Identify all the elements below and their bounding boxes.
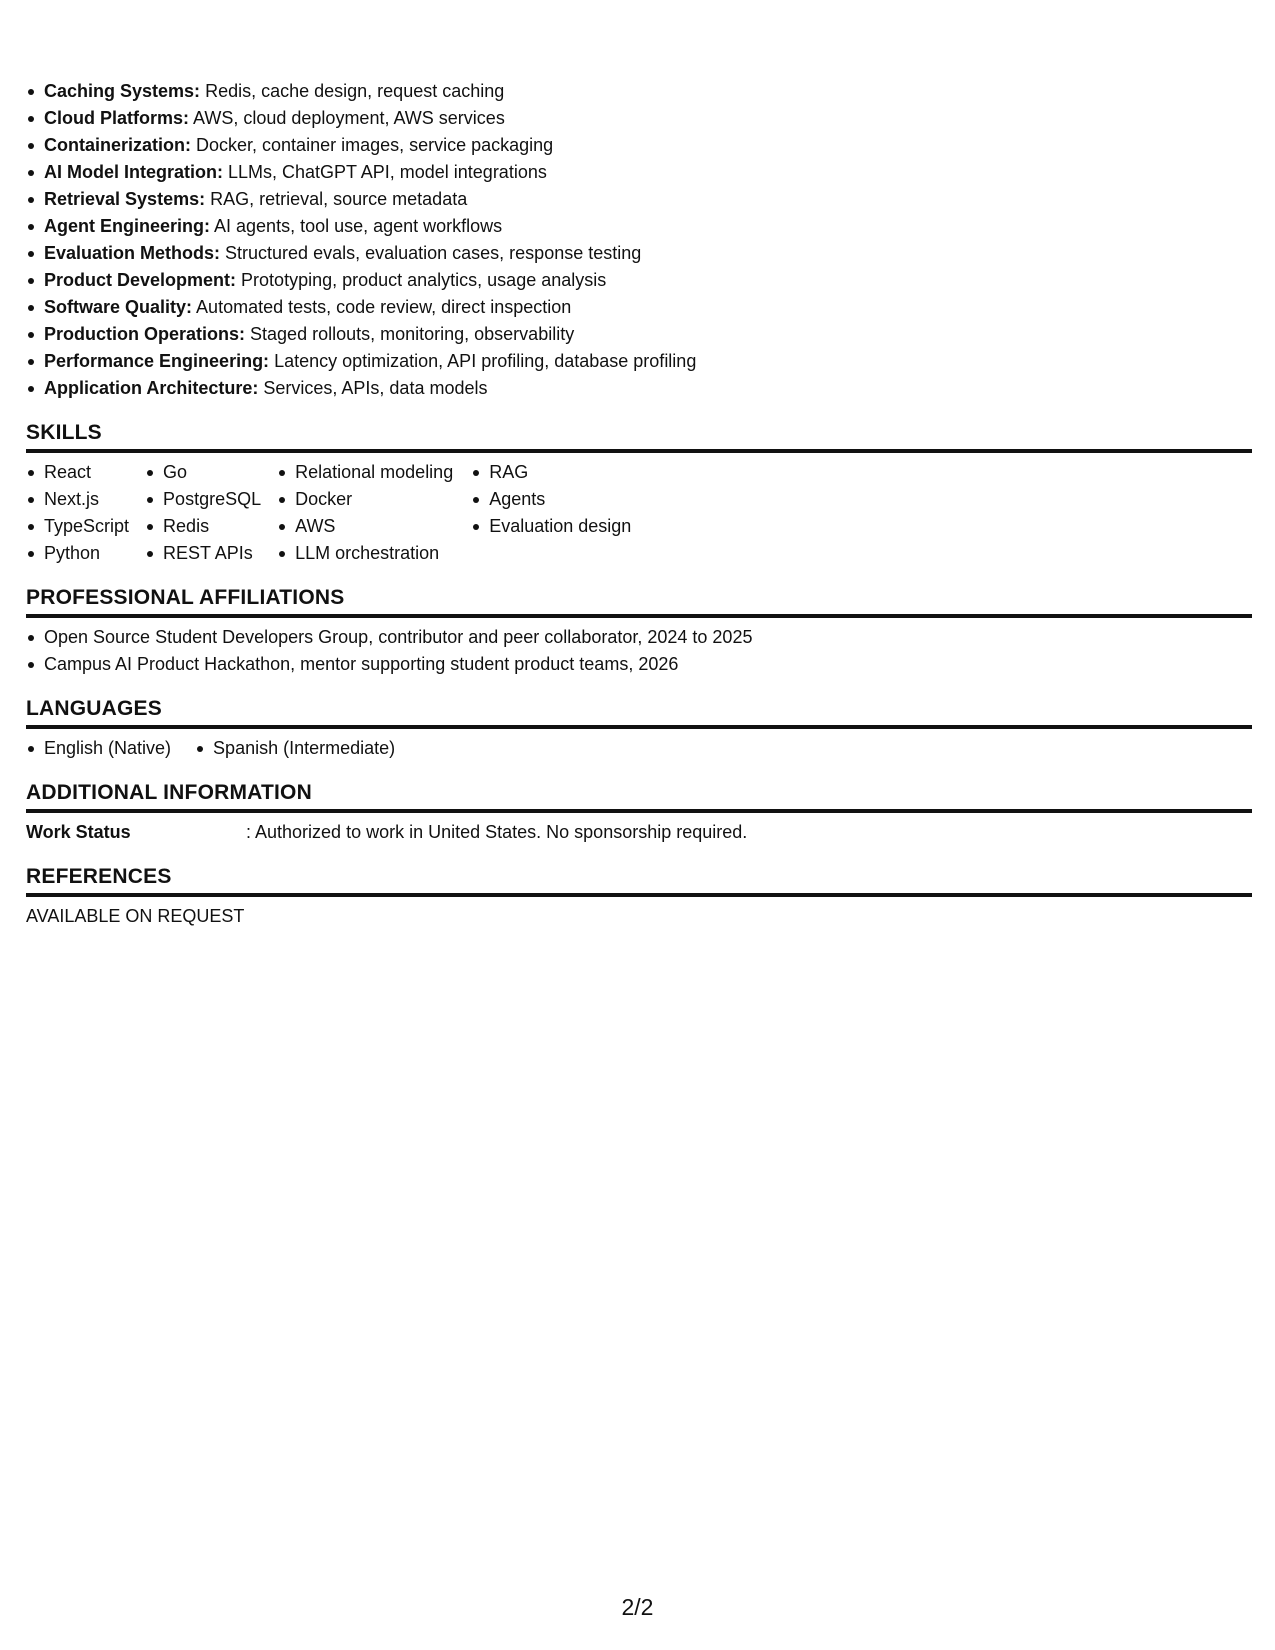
list-item: TypeScript	[26, 513, 129, 540]
list-item: Redis	[145, 513, 261, 540]
skills-column	[277, 459, 453, 567]
competency-detail: RAG, retrieval, source metadata	[210, 189, 468, 209]
competency-detail: AI agents, tool use, agent workflows	[214, 216, 503, 236]
list-item	[26, 294, 1252, 321]
competency-term: Application Architecture:	[44, 378, 259, 398]
references-text: AVAILABLE ON REQUEST	[26, 906, 245, 926]
competency-detail: LLMs, ChatGPT API, model integrations	[228, 162, 547, 182]
competency-term: Cloud Platforms:	[44, 108, 190, 128]
additional-info-heading: ADDITIONAL INFORMATION	[26, 780, 1252, 813]
skills-column	[145, 459, 261, 567]
references-heading: REFERENCES	[26, 864, 1252, 897]
list-item	[26, 186, 1252, 213]
competency-detail: Services, APIs, data models	[263, 378, 488, 398]
competency-detail: Structured evals, evaluation cases, response testing	[225, 243, 642, 263]
competency-term: Caching Systems:	[44, 81, 201, 101]
list-item: Open Source Student Developers Group, contributor and peer collaborator, 2024 to 2025	[26, 624, 1252, 651]
competency-detail: Automated tests, code review, direct inspection	[196, 297, 572, 317]
competency-detail: Staged rollouts, monitoring, observability	[250, 324, 575, 344]
list-item	[26, 240, 1252, 267]
resume-page	[26, 78, 1252, 930]
list-item: Next.js	[26, 486, 129, 513]
languages-list	[26, 735, 1252, 762]
page-number: 2/2	[621, 1594, 654, 1620]
list-item: PostgreSQL	[145, 486, 261, 513]
list-item: English (Native)	[26, 735, 171, 762]
competency-detail: Docker, container images, service packaging	[196, 135, 554, 155]
list-item: Python	[26, 540, 129, 567]
competency-term: Production Operations:	[44, 324, 246, 344]
competency-term: AI Model Integration:	[44, 162, 223, 182]
list-item: Evaluation design	[471, 513, 631, 540]
list-item: Relational modeling	[277, 459, 453, 486]
work-status-label: Work Status	[26, 822, 131, 842]
skills-heading: SKILLS	[26, 420, 1252, 453]
list-item: AWS	[277, 513, 453, 540]
competencies-list	[26, 78, 1252, 402]
list-item: React	[26, 459, 129, 486]
competency-term: Product Development:	[44, 270, 237, 290]
competency-term: Performance Engineering:	[44, 351, 270, 371]
list-item: Spanish (Intermediate)	[195, 735, 395, 762]
list-item	[26, 375, 1252, 402]
languages-heading: LANGUAGES	[26, 696, 1252, 729]
skills-column	[26, 459, 129, 567]
list-item: Go	[145, 459, 261, 486]
competency-term: Agent Engineering:	[44, 216, 210, 236]
competency-term: Software Quality:	[44, 297, 193, 317]
list-item: RAG	[471, 459, 631, 486]
competency-detail: Redis, cache design, request caching	[205, 81, 505, 101]
list-item	[26, 321, 1252, 348]
list-item	[26, 348, 1252, 375]
list-item: Docker	[277, 486, 453, 513]
competency-term: Retrieval Systems:	[44, 189, 206, 209]
list-item: Campus AI Product Hackathon, mentor supporting student product teams, 2026	[26, 651, 1252, 678]
competency-detail: AWS, cloud deployment, AWS services	[193, 108, 505, 128]
competency-detail: Latency optimization, API profiling, database profiling	[274, 351, 697, 371]
list-item: Agents	[471, 486, 631, 513]
list-item: LLM orchestration	[277, 540, 453, 567]
affiliations-heading: PROFESSIONAL AFFILIATIONS	[26, 585, 1252, 618]
list-item	[26, 267, 1252, 294]
work-status-row	[26, 819, 1252, 846]
skills-grid	[26, 459, 1252, 567]
list-item	[26, 159, 1252, 186]
list-item	[26, 213, 1252, 240]
list-item	[26, 105, 1252, 132]
list-item: REST APIs	[145, 540, 261, 567]
list-item	[26, 132, 1252, 159]
competency-term: Containerization:	[44, 135, 191, 155]
competency-detail: Prototyping, product analytics, usage analysis	[241, 270, 607, 290]
list-item	[26, 78, 1252, 105]
affiliations-list	[26, 624, 1252, 678]
competency-term: Evaluation Methods:	[44, 243, 221, 263]
work-status-value: : Authorized to work in United States. No sponsorship required.	[246, 822, 748, 842]
skills-column	[471, 459, 631, 567]
